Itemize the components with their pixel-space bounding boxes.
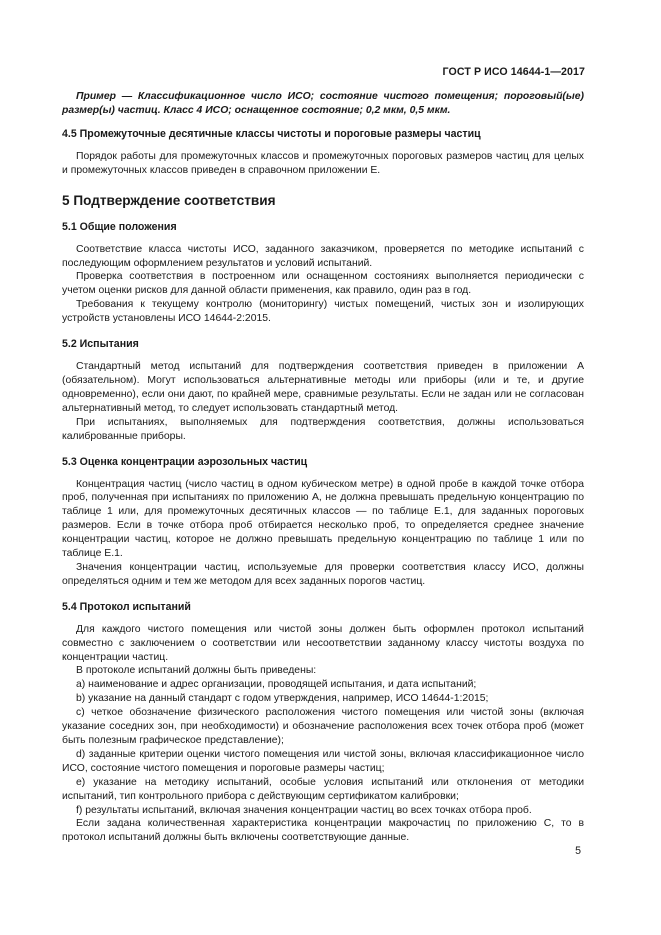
section-5-2-paragraph: При испытаниях, выполняемых для подтверждения соответствия, должны использоваться калиброванные приборы.: [62, 416, 584, 442]
page-content: [62, 90, 584, 845]
section-5-1-paragraph: Требования к текущему контролю (мониторингу) чистых помещений, чистых зон и изолирующих устройств установлены ИСО 14644-2:2015.: [62, 299, 584, 325]
list-item: c) четкое обозначение физического расположения чистого помещения или чистой зоны (включая указание соседних зон, при необходимости) и обозначение расположения всех точек отбора проб (может быть полезным графическое представление);: [62, 707, 584, 746]
list-item: f) результаты испытаний, включая значения концентрации частиц во всех точках отбора проб.: [76, 804, 532, 816]
section-5-3-paragraph: Значения концентрации частиц, используемые для проверки соответствия классу ИСО, должны определяться одним и тем же методом для всех заданных порогов частиц.: [62, 561, 584, 587]
section-5-2-title: 5.2 Испытания: [62, 338, 139, 351]
list-item: d) заданные критерии оценки чистого помещения или чистой зоны, включая классификационное число ИСО, состояние чистого помещения и пороговые размеры частиц;: [62, 748, 584, 774]
section-5-1-paragraph: Соответствие класса чистоты ИСО, заданного заказчиком, проверяется по методике испытаний с последующим оформлением результатов и условий испытаний.: [62, 243, 584, 269]
section-5-4-title: 5.4 Протокол испытаний: [62, 600, 191, 613]
section-5-4-paragraph: В протоколе испытаний должны быть приведены:: [76, 665, 317, 677]
standard-header: ГОСТ Р ИСО 14644-1—2017: [442, 66, 585, 78]
page-number: 5: [575, 845, 581, 857]
section-4-5-paragraph: Порядок работы для промежуточных классов и промежуточных пороговых размеров частиц для целых и промежуточных классов приведен в справочном приложении Е.: [62, 150, 584, 176]
section-5-3-paragraph: Концентрация частиц (число частиц в одном кубическом метре) в одной пробе в каждой точке отбора проб, полученная при испытаниях по приложению А, не должна превышать предельную концентрацию по таблице 1 или, для промежуточных десятичных классов — по таблице Е.1, для заданных пороговых размеров. Если в точке отбора проб отбирается несколько проб, то определяется среднее значение концентрации частиц, которое не должно превышать предельную концентрацию по таблице 1 или по таблице Е.1.: [62, 478, 584, 560]
list-item: b) указание на данный стандарт с годом утверждения, например, ИСО 14644-1:2015;: [76, 693, 489, 705]
section-5-4-paragraph: Для каждого чистого помещения или чистой зоны должен быть оформлен протокол испытаний совместно с заключением о соответствии или несоответствии заданному классу чистоты воздуха по концентрации частиц.: [62, 623, 584, 663]
section-5-4-paragraph: Если задана количественная характеристика концентрации макрочастиц по приложению С, то в протокол испытаний должны быть включены соответствующие данные.: [62, 818, 584, 844]
section-5-1-paragraph: Проверка соответствия в построенном или оснащенном состояниях выполняется периодически с учетом оценки рисков для данной области применения, как правило, один раз в год.: [62, 271, 584, 297]
section-4-5-title: 4.5 Промежуточные десятичные классы чистоты и пороговые размеры частиц: [62, 127, 481, 140]
section-5-2-paragraph: Стандартный метод испытаний для подтверждения соответствия приведен в приложении А (обязательном). Могут использоваться альтернативные методы или приборы (или и те, и другие одновременно), если они дают, по крайней мере, сравнимые результаты. Если не задан или не согласован альтернативный метод, то следует использовать стандартный метод.: [62, 361, 584, 414]
list-item: а) наименование и адрес организации, проводящей испытания, и дата испытаний;: [76, 679, 477, 691]
example-note: Пример — Классификационное число ИСО; состояние чистого помещения; пороговый(ые) размер(ы) частиц. Класс 4 ИСО; оснащенное состояние; 0,2 мкм, 0,5 мкм.: [62, 91, 584, 116]
section-5-1-title: 5.1 Общие положения: [62, 220, 177, 233]
section-5-title: 5 Подтверждение соответствия: [62, 192, 276, 208]
list-item: e) указание на методику испытаний, особые условия испытаний или отклонения от методики испытаний, тип контрольного прибора с действующим сертификатом калибровки;: [62, 776, 584, 802]
section-5-3-title: 5.3 Оценка концентрации аэрозольных частиц: [62, 455, 308, 468]
